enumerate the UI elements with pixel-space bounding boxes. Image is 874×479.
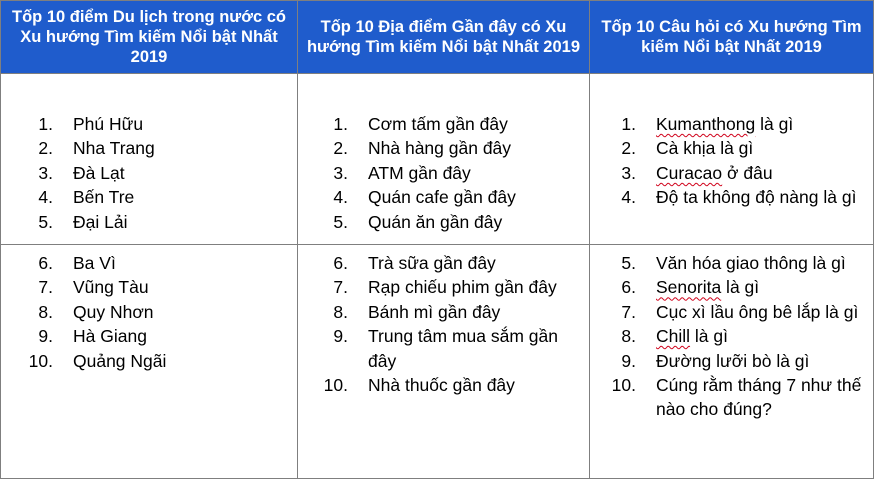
bottom-items-row bbox=[1, 245, 874, 479]
cell-destinations-bottom bbox=[1, 245, 298, 479]
list-item bbox=[1, 275, 297, 299]
item-text: Nha Trang bbox=[73, 138, 155, 159]
list-item bbox=[298, 300, 589, 324]
item-text: Quảng Ngãi bbox=[73, 350, 167, 371]
item-number: 8. bbox=[38, 301, 53, 322]
item-text-part: Độ ta không độ nàng là gì bbox=[656, 187, 857, 208]
item-number: 8. bbox=[333, 301, 348, 322]
item-text-part: Văn hóa giao thông là gì bbox=[656, 253, 846, 273]
item-number: 2. bbox=[38, 138, 53, 159]
top-items-row bbox=[1, 74, 874, 245]
item-number: 9. bbox=[333, 326, 348, 347]
list-item bbox=[298, 185, 589, 209]
item-text bbox=[656, 349, 873, 373]
list-item bbox=[1, 161, 297, 185]
item-number: 5. bbox=[38, 211, 53, 232]
list bbox=[1, 74, 297, 234]
item-number: 6. bbox=[621, 277, 636, 298]
item-text bbox=[656, 112, 873, 136]
item-text: ATM gần đây bbox=[368, 162, 471, 183]
item-text: Trà sữa gần đây bbox=[368, 253, 496, 273]
list-item bbox=[590, 275, 873, 299]
cell-destinations-top bbox=[1, 74, 298, 245]
item-number: 1. bbox=[621, 114, 636, 134]
item-text: Quy Nhơn bbox=[73, 301, 154, 322]
item-text-part: Đường lưỡi bò là gì bbox=[656, 350, 810, 371]
list bbox=[590, 74, 873, 210]
item-text-part: là gì bbox=[690, 326, 728, 347]
header-nearby-places: Tốp 10 Địa điểm Gần đây có Xu hướng Tìm kiếm Nổi bật Nhất 2019 bbox=[298, 1, 590, 74]
item-text: Ba Vì bbox=[73, 253, 116, 273]
item-text bbox=[656, 324, 873, 348]
list-item bbox=[590, 112, 873, 136]
item-text: Đà Lạt bbox=[73, 162, 125, 183]
item-text bbox=[656, 373, 873, 422]
item-number: 9. bbox=[621, 350, 636, 371]
item-text bbox=[656, 136, 873, 160]
list-item bbox=[590, 251, 873, 275]
cell-questions-bottom bbox=[590, 245, 874, 479]
item-text-part: Cà khịa là gì bbox=[656, 138, 754, 159]
spellcheck-underlined-term: Chill bbox=[656, 326, 691, 347]
header-domestic-destinations: Tốp 10 điểm Du lịch trong nước có Xu hướng Tìm kiếm Nổi bật Nhất 2019 bbox=[1, 1, 298, 74]
list-item bbox=[298, 324, 589, 373]
list-item bbox=[1, 210, 297, 234]
item-text: Bánh mì gần đây bbox=[368, 301, 501, 322]
item-number: 8. bbox=[621, 326, 636, 347]
item-text bbox=[656, 300, 873, 324]
item-number: 6. bbox=[38, 253, 53, 273]
list-item bbox=[298, 210, 589, 234]
item-number: 10. bbox=[611, 375, 636, 396]
list-item bbox=[1, 300, 297, 324]
item-number: 6. bbox=[333, 253, 348, 273]
item-number: 7. bbox=[333, 277, 348, 298]
list-item bbox=[298, 275, 589, 299]
list bbox=[590, 245, 873, 422]
item-number: 7. bbox=[38, 277, 53, 298]
item-number: 10. bbox=[323, 375, 348, 396]
list-item bbox=[1, 251, 297, 275]
list bbox=[298, 74, 589, 234]
list-item bbox=[298, 161, 589, 185]
item-text: Trung tâm mua sắm gần đây bbox=[368, 326, 558, 371]
list-item bbox=[590, 161, 873, 185]
item-number: 2. bbox=[333, 138, 348, 159]
item-text-part: ở đâu bbox=[722, 162, 773, 183]
list-item bbox=[298, 112, 589, 136]
item-number: 5. bbox=[333, 211, 348, 232]
cell-nearby-bottom bbox=[298, 245, 590, 479]
list-item bbox=[590, 349, 873, 373]
list-item bbox=[590, 373, 873, 422]
list bbox=[298, 245, 589, 397]
list-item bbox=[590, 324, 873, 348]
item-number: 3. bbox=[38, 162, 53, 183]
list-item bbox=[298, 251, 589, 275]
item-number: 1. bbox=[333, 114, 348, 134]
list-item bbox=[590, 185, 873, 209]
item-text: Quán ăn gần đây bbox=[368, 211, 503, 232]
item-number: 10. bbox=[28, 350, 53, 371]
item-text-part: là gì bbox=[755, 114, 794, 134]
header-row bbox=[1, 1, 874, 74]
header-questions: Tốp 10 Câu hỏi có Xu hướng Tìm kiếm Nổi bật Nhất 2019 bbox=[590, 1, 874, 74]
list-item bbox=[1, 324, 297, 348]
item-number: 7. bbox=[621, 301, 636, 322]
spellcheck-underlined-term: Senorita bbox=[656, 277, 722, 298]
item-text bbox=[656, 161, 873, 185]
list-item bbox=[298, 136, 589, 160]
item-number: 9. bbox=[38, 326, 53, 347]
cell-questions-top bbox=[590, 74, 874, 245]
item-number: 2. bbox=[621, 138, 636, 159]
list-item bbox=[590, 136, 873, 160]
item-number: 4. bbox=[38, 187, 53, 208]
item-text-part: Cục xì lầu ông bê lắp là gì bbox=[656, 301, 859, 322]
spellcheck-underlined-term: Kumanthong bbox=[656, 114, 756, 134]
item-text: Đại Lải bbox=[73, 211, 128, 232]
item-text: Rạp chiếu phim gần đây bbox=[368, 277, 557, 298]
item-text-part: là gì bbox=[721, 277, 760, 298]
item-number: 5. bbox=[621, 253, 636, 273]
item-text: Cơm tấm gần đây bbox=[368, 114, 508, 134]
item-text: Hà Giang bbox=[73, 326, 147, 347]
list-item bbox=[590, 300, 873, 324]
item-text: Phú Hữu bbox=[73, 114, 144, 134]
list bbox=[1, 245, 297, 373]
list-item bbox=[298, 373, 589, 397]
item-text: Vũng Tàu bbox=[73, 277, 149, 298]
item-text bbox=[656, 251, 873, 275]
item-number: 1. bbox=[38, 114, 53, 134]
cell-nearby-top bbox=[298, 74, 590, 245]
item-number: 4. bbox=[333, 187, 348, 208]
item-text: Nhà thuốc gần đây bbox=[368, 375, 515, 396]
item-text: Bến Tre bbox=[73, 187, 135, 208]
list-item bbox=[1, 136, 297, 160]
item-number: 3. bbox=[333, 162, 348, 183]
item-number: 3. bbox=[621, 162, 636, 183]
item-text bbox=[656, 275, 873, 299]
item-text: Nhà hàng gần đây bbox=[368, 138, 512, 159]
list-item bbox=[1, 185, 297, 209]
item-text bbox=[656, 185, 873, 209]
list-item bbox=[1, 112, 297, 136]
list-item bbox=[1, 349, 297, 373]
item-text-part: Cúng rằm tháng 7 như thế nào cho đúng? bbox=[656, 375, 862, 420]
item-number: 4. bbox=[621, 187, 636, 208]
item-text: Quán cafe gần đây bbox=[368, 187, 516, 208]
spellcheck-underlined-term: Curacao bbox=[656, 162, 723, 183]
